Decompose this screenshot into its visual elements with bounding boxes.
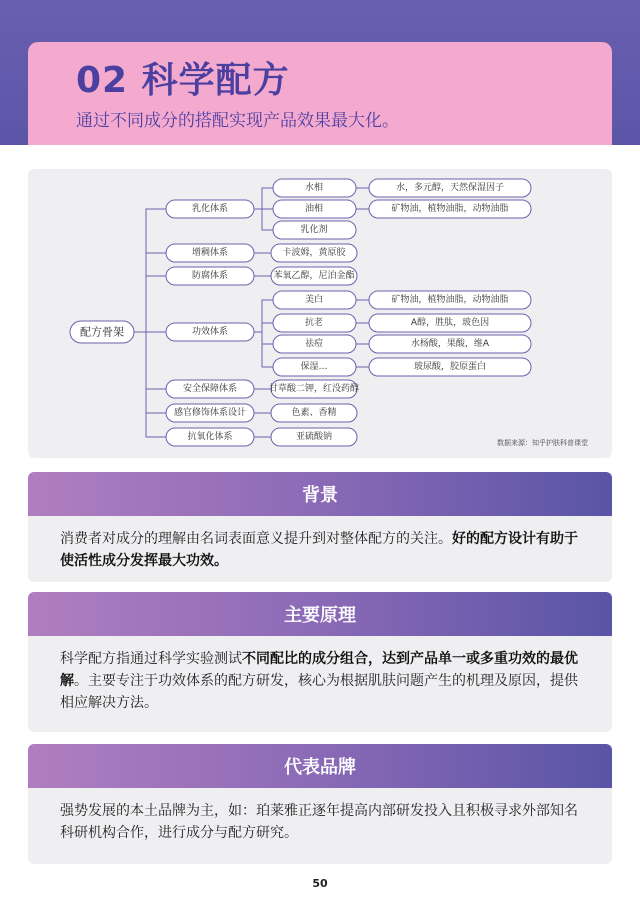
node-label: 乳化体系 [191, 204, 229, 214]
node-anti-aging-ingredients [369, 314, 531, 332]
page-subtitle: 通过不同成分的搭配实现产品效果最大化。 [76, 111, 399, 131]
node-phenoxyethanol [271, 267, 357, 285]
connector [254, 300, 273, 332]
node-moisturizing-ingredients [369, 358, 531, 376]
principle-text-1: 科学配方指通过科学实验测试 [60, 651, 242, 667]
node-label: 色素、香精 [291, 408, 337, 418]
node-label: 增稠体系 [191, 248, 229, 258]
node-label: 抗氧化体系 [187, 432, 233, 442]
node-label: 矿物油，植物油脂，动物油脂 [391, 204, 509, 214]
section-body-brands [28, 788, 612, 864]
node-label: 防腐体系 [191, 271, 229, 281]
data-source-note: 数据来源：知乎护肤科普课堂 [497, 439, 588, 447]
node-water-ingredients [369, 179, 531, 197]
node-sensory-system [166, 404, 254, 422]
node-emulsion-system [166, 200, 254, 218]
connector [146, 332, 166, 437]
node-preservative-system [166, 267, 254, 285]
node-label: 美白 [304, 295, 324, 305]
section-header-brands: 代表品牌 [28, 744, 612, 788]
node-pigment-fragrance [271, 404, 357, 422]
node-anti-aging [273, 314, 356, 332]
section-body-background [28, 516, 612, 582]
node-oil-ingredients [369, 200, 531, 218]
node-label: 安全保障体系 [182, 384, 238, 394]
connector [254, 188, 273, 209]
formula-tree [28, 169, 612, 458]
node-label: 配方骨架 [80, 325, 124, 339]
node-label: A醇，胜肽，玻色因 [410, 318, 490, 328]
node-label: 苯氧乙醇，尼泊金酯 [273, 271, 355, 281]
page-title: 02 科学配方 [76, 60, 290, 101]
node-label: 玻尿酸，胶原蛋白 [413, 362, 487, 372]
node-safety-system [166, 380, 254, 398]
connector [134, 209, 166, 332]
node-antioxidant-system [166, 428, 254, 446]
tree-root-node [70, 321, 134, 343]
background-text-bold: 好的配方设计有助于使活性成分发挥最大功效。 [60, 531, 578, 569]
node-label: 亚硫酸钠 [295, 432, 333, 442]
connector [262, 209, 273, 230]
node-label: 水相 [304, 183, 324, 193]
node-label: 卡波姆，黄原胶 [282, 248, 346, 258]
node-sodium-sulfite [271, 428, 357, 446]
principle-text-2: 。主要专注于功效体系的配方研发，核心为根据肌肤问题产生的机理及原因，提供相应解决方法。 [60, 673, 578, 711]
node-efficacy-system [166, 323, 254, 341]
node-whitening [273, 291, 356, 309]
section-body-principle [28, 636, 612, 732]
node-moisturizing [273, 358, 356, 376]
node-carbomer [271, 244, 357, 262]
node-acne [273, 335, 356, 353]
principle-text-bold: 不同配比的成分组合，达到产品单一或多重功效的最优解 [60, 651, 578, 689]
node-water-phase [273, 179, 356, 197]
node-whitening-ingredients [369, 291, 531, 309]
node-label: 功效体系 [191, 327, 229, 337]
node-label: 水杨酸，果酸，维A [410, 339, 490, 349]
brands-text: 强势发展的本土品牌为主，如：珀莱雅正逐年提高内部研发投入且积极寻求外部知名科研机构合作，进行成分与配方研究。 [60, 803, 578, 841]
formula-diagram [28, 169, 612, 458]
node-thickening-system [166, 244, 254, 262]
node-label: 油相 [304, 204, 324, 214]
background-text: 消费者对成分的理解由名词表面意义提升到对整体配方的关注。 [60, 531, 452, 547]
node-label: 甘草酸二钾，红没药醇 [268, 384, 360, 394]
node-glycyrrhizinate [269, 380, 359, 398]
node-label: 乳化剂 [300, 225, 328, 235]
section-header-principle: 主要原理 [28, 592, 612, 636]
node-label: 祛痘 [304, 339, 324, 349]
node-label: 抗老 [304, 318, 324, 328]
node-oil-phase [273, 200, 356, 218]
section-header-background: 背景 [28, 472, 612, 516]
node-label: 感官修饰体系设计 [173, 408, 247, 418]
connector [262, 332, 273, 367]
node-emulsifier [273, 221, 356, 239]
node-label: 保湿… [300, 362, 328, 372]
page-number: 50 [312, 877, 328, 890]
node-acne-ingredients [369, 335, 531, 353]
node-label: 矿物油，植物油脂，动物油脂 [391, 295, 509, 305]
node-label: 水，多元醇，天然保湿因子 [395, 183, 505, 193]
